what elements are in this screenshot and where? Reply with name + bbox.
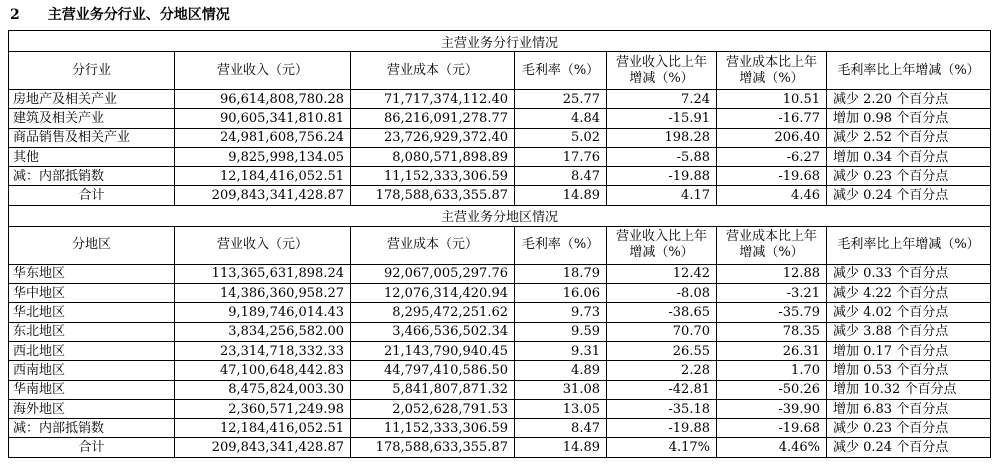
table-row [9,361,991,380]
number-cell: -19.88 [607,419,717,438]
column-header: 毛利率（%） [515,52,607,90]
column-header: 毛利率（%） [515,226,607,264]
margin-change-cell: 减少 2.52 个百分点 [827,128,991,147]
number-cell: -19.88 [607,167,717,186]
number-cell: 209,843,341,428.87 [175,186,351,205]
number-cell: -16.77 [717,109,827,128]
number-cell: 71,717,374,112.40 [351,90,515,109]
row-label: 西北地区 [9,341,175,360]
number-cell: 31.08 [515,380,607,399]
number-cell: 70.70 [607,322,717,341]
row-label: 其他 [9,147,175,166]
number-cell: 7.24 [607,90,717,109]
margin-change-cell: 减少 0.33 个百分点 [827,264,991,283]
table-row [9,90,991,109]
margin-change-cell: 增加 6.83 个百分点 [827,399,991,418]
column-header: 营业收入比上年增减（%） [607,52,717,90]
row-label: 西南地区 [9,361,175,380]
row-label: 减：内部抵销数 [9,167,175,186]
number-cell: -15.91 [607,109,717,128]
number-cell: 12,076,314,420.94 [351,284,515,303]
section-title: 主营业务分行业情况 [9,31,991,52]
margin-change-cell: 减少 0.23 个百分点 [827,419,991,438]
section-heading: 2 主营业务分行业、分地区情况 [10,7,230,23]
margin-change-cell: 增加 0.98 个百分点 [827,109,991,128]
column-header: 营业收入（元） [175,226,351,264]
margin-change-cell: 减少 2.20 个百分点 [827,90,991,109]
number-cell: 14.89 [515,438,607,457]
number-cell: 10.51 [717,90,827,109]
table-row [9,109,991,128]
table-row [9,341,991,360]
section-title: 主营业务分地区情况 [9,205,991,226]
column-header: 毛利率比上年增减（%） [827,52,991,90]
number-cell: 18.79 [515,264,607,283]
number-cell: 9,189,746,014.43 [175,303,351,322]
column-header: 营业成本比上年增减（%） [717,226,827,264]
number-cell: 96,614,808,780.28 [175,90,351,109]
section-title-row [9,31,991,52]
number-cell: 4.46 [717,186,827,205]
business-table [8,30,991,458]
number-cell: 92,067,005,297.76 [351,264,515,283]
number-cell: -50.26 [717,380,827,399]
row-label: 减：内部抵销数 [9,419,175,438]
table-row [9,322,991,341]
number-cell: 9.31 [515,341,607,360]
number-cell: 4.89 [515,361,607,380]
number-cell: 3,834,256,582.00 [175,322,351,341]
margin-change-cell: 减少 0.24 个百分点 [827,186,991,205]
number-cell: 4.17 [607,186,717,205]
column-header: 营业成本（元） [351,226,515,264]
number-cell: 2.28 [607,361,717,380]
number-cell: -35.79 [717,303,827,322]
number-cell: -3.21 [717,284,827,303]
margin-change-cell: 减少 0.24 个百分点 [827,438,991,457]
row-label: 华北地区 [9,303,175,322]
number-cell: 11,152,333,306.59 [351,419,515,438]
column-header: 营业成本（元） [351,52,515,90]
number-cell: 8.47 [515,419,607,438]
table-row [9,399,991,418]
row-label: 合计 [9,186,175,205]
number-cell: 12,184,416,052.51 [175,167,351,186]
total-row [9,438,991,457]
column-header: 营业收入（元） [175,52,351,90]
number-cell: 12,184,416,052.51 [175,419,351,438]
number-cell: 14,386,360,958.27 [175,284,351,303]
row-label: 华东地区 [9,264,175,283]
number-cell: 24,981,608,756.24 [175,128,351,147]
number-cell: 12.88 [717,264,827,283]
number-cell: 8,475,824,003.30 [175,380,351,399]
number-cell: 16.06 [515,284,607,303]
number-cell: 23,726,929,372.40 [351,128,515,147]
number-cell: 12.42 [607,264,717,283]
number-cell: 17.76 [515,147,607,166]
number-cell: 90,605,341,810.81 [175,109,351,128]
table-row [9,284,991,303]
row-label: 华中地区 [9,284,175,303]
margin-change-cell: 减少 3.88 个百分点 [827,322,991,341]
number-cell: 209,843,341,428.87 [175,438,351,457]
number-cell: 3,466,536,502.34 [351,322,515,341]
number-cell: 21,143,790,940.45 [351,341,515,360]
row-label: 合计 [9,438,175,457]
row-label: 海外地区 [9,399,175,418]
number-cell: 198.28 [607,128,717,147]
table-row [9,167,991,186]
total-row [9,186,991,205]
number-cell: -38.65 [607,303,717,322]
number-cell: 9.59 [515,322,607,341]
number-cell: 26.31 [717,341,827,360]
table-row [9,380,991,399]
number-cell: 206.40 [717,128,827,147]
number-cell: -42.81 [607,380,717,399]
column-header: 分地区 [9,226,175,264]
number-cell: 1.70 [717,361,827,380]
column-header: 分行业 [9,52,175,90]
number-cell: -39.90 [717,399,827,418]
number-cell: 23,314,718,332.33 [175,341,351,360]
number-cell: -6.27 [717,147,827,166]
table-row [9,264,991,283]
number-cell: 11,152,333,306.59 [351,167,515,186]
margin-change-cell: 减少 4.22 个百分点 [827,284,991,303]
number-cell: 26.55 [607,341,717,360]
number-cell: 178,588,633,355.87 [351,438,515,457]
column-header: 营业收入比上年增减（%） [607,226,717,264]
header-row [9,52,991,90]
number-cell: 4.17% [607,438,717,457]
number-cell: 8,080,571,898.89 [351,147,515,166]
table-row [9,303,991,322]
row-label: 东北地区 [9,322,175,341]
margin-change-cell: 增加 10.32 个百分点 [827,380,991,399]
row-label: 建筑及相关产业 [9,109,175,128]
number-cell: -35.18 [607,399,717,418]
number-cell: 9.73 [515,303,607,322]
table-row [9,419,991,438]
margin-change-cell: 增加 0.17 个百分点 [827,341,991,360]
section-title-row [9,205,991,226]
number-cell: 25.77 [515,90,607,109]
number-cell: 4.84 [515,109,607,128]
number-cell: 78.35 [717,322,827,341]
column-header: 毛利率比上年增减（%） [827,226,991,264]
number-cell: 14.89 [515,186,607,205]
header-row [9,226,991,264]
number-cell: -5.88 [607,147,717,166]
number-cell: 9,825,998,134.05 [175,147,351,166]
margin-change-cell: 增加 0.34 个百分点 [827,147,991,166]
number-cell: -8.08 [607,284,717,303]
margin-change-cell: 增加 0.53 个百分点 [827,361,991,380]
number-cell: 4.46% [717,438,827,457]
number-cell: 47,100,648,442.83 [175,361,351,380]
number-cell: 113,365,631,898.24 [175,264,351,283]
number-cell: 5,841,807,871.32 [351,380,515,399]
column-header: 营业成本比上年增减（%） [717,52,827,90]
number-cell: -19.68 [717,419,827,438]
number-cell: 2,360,571,249.98 [175,399,351,418]
number-cell: 2,052,628,791.53 [351,399,515,418]
number-cell: 44,797,410,586.50 [351,361,515,380]
number-cell: 13.05 [515,399,607,418]
number-cell: -19.68 [717,167,827,186]
number-cell: 178,588,633,355.87 [351,186,515,205]
number-cell: 86,216,091,278.77 [351,109,515,128]
row-label: 房地产及相关产业 [9,90,175,109]
row-label: 华南地区 [9,380,175,399]
number-cell: 8,295,472,251.62 [351,303,515,322]
number-cell: 8.47 [515,167,607,186]
margin-change-cell: 减少 4.02 个百分点 [827,303,991,322]
margin-change-cell: 减少 0.23 个百分点 [827,167,991,186]
table-row [9,128,991,147]
number-cell: 5.02 [515,128,607,147]
row-label: 商品销售及相关产业 [9,128,175,147]
table-row [9,147,991,166]
